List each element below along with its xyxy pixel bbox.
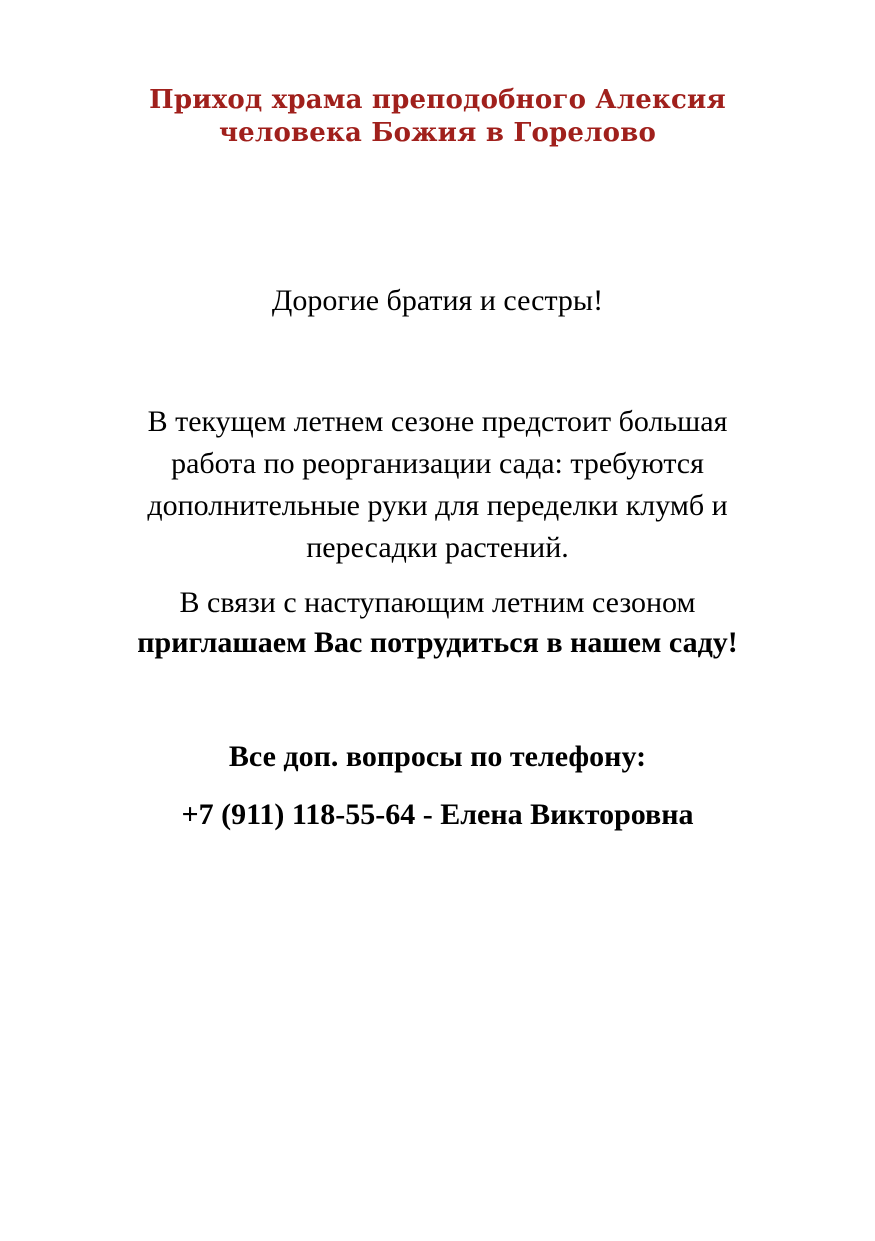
greeting: Дорогие братия и сестры! [271, 284, 604, 317]
contact-phone: +7 (911) 118-55-64 - Елена Викторовна [181, 798, 694, 831]
parish-header-line-1: Приход храма преподобного Алексия [149, 85, 726, 115]
announcement-line-1: В текущем летнем сезоне предстоит большая [147, 405, 728, 438]
announcement-line-3: дополнительные руки для переделки клумб и [147, 489, 728, 522]
parish-header [0, 84, 875, 150]
announcement-paragraph [0, 401, 875, 569]
announcement-line-2: работа по реорганизации сада: требуются [171, 447, 704, 480]
invitation-line-bold: приглашаем Вас потрудиться в нашем саду! [137, 626, 738, 659]
parish-header-line-2: человека Божия в Горелово [218, 118, 657, 148]
contact-question: Все доп. вопросы по телефону: [228, 740, 647, 773]
invitation-line-1: В связи с наступающим летним сезоном [179, 586, 696, 619]
announcement-line-4: пересадки растений. [306, 531, 569, 564]
invitation-paragraph [0, 583, 875, 663]
